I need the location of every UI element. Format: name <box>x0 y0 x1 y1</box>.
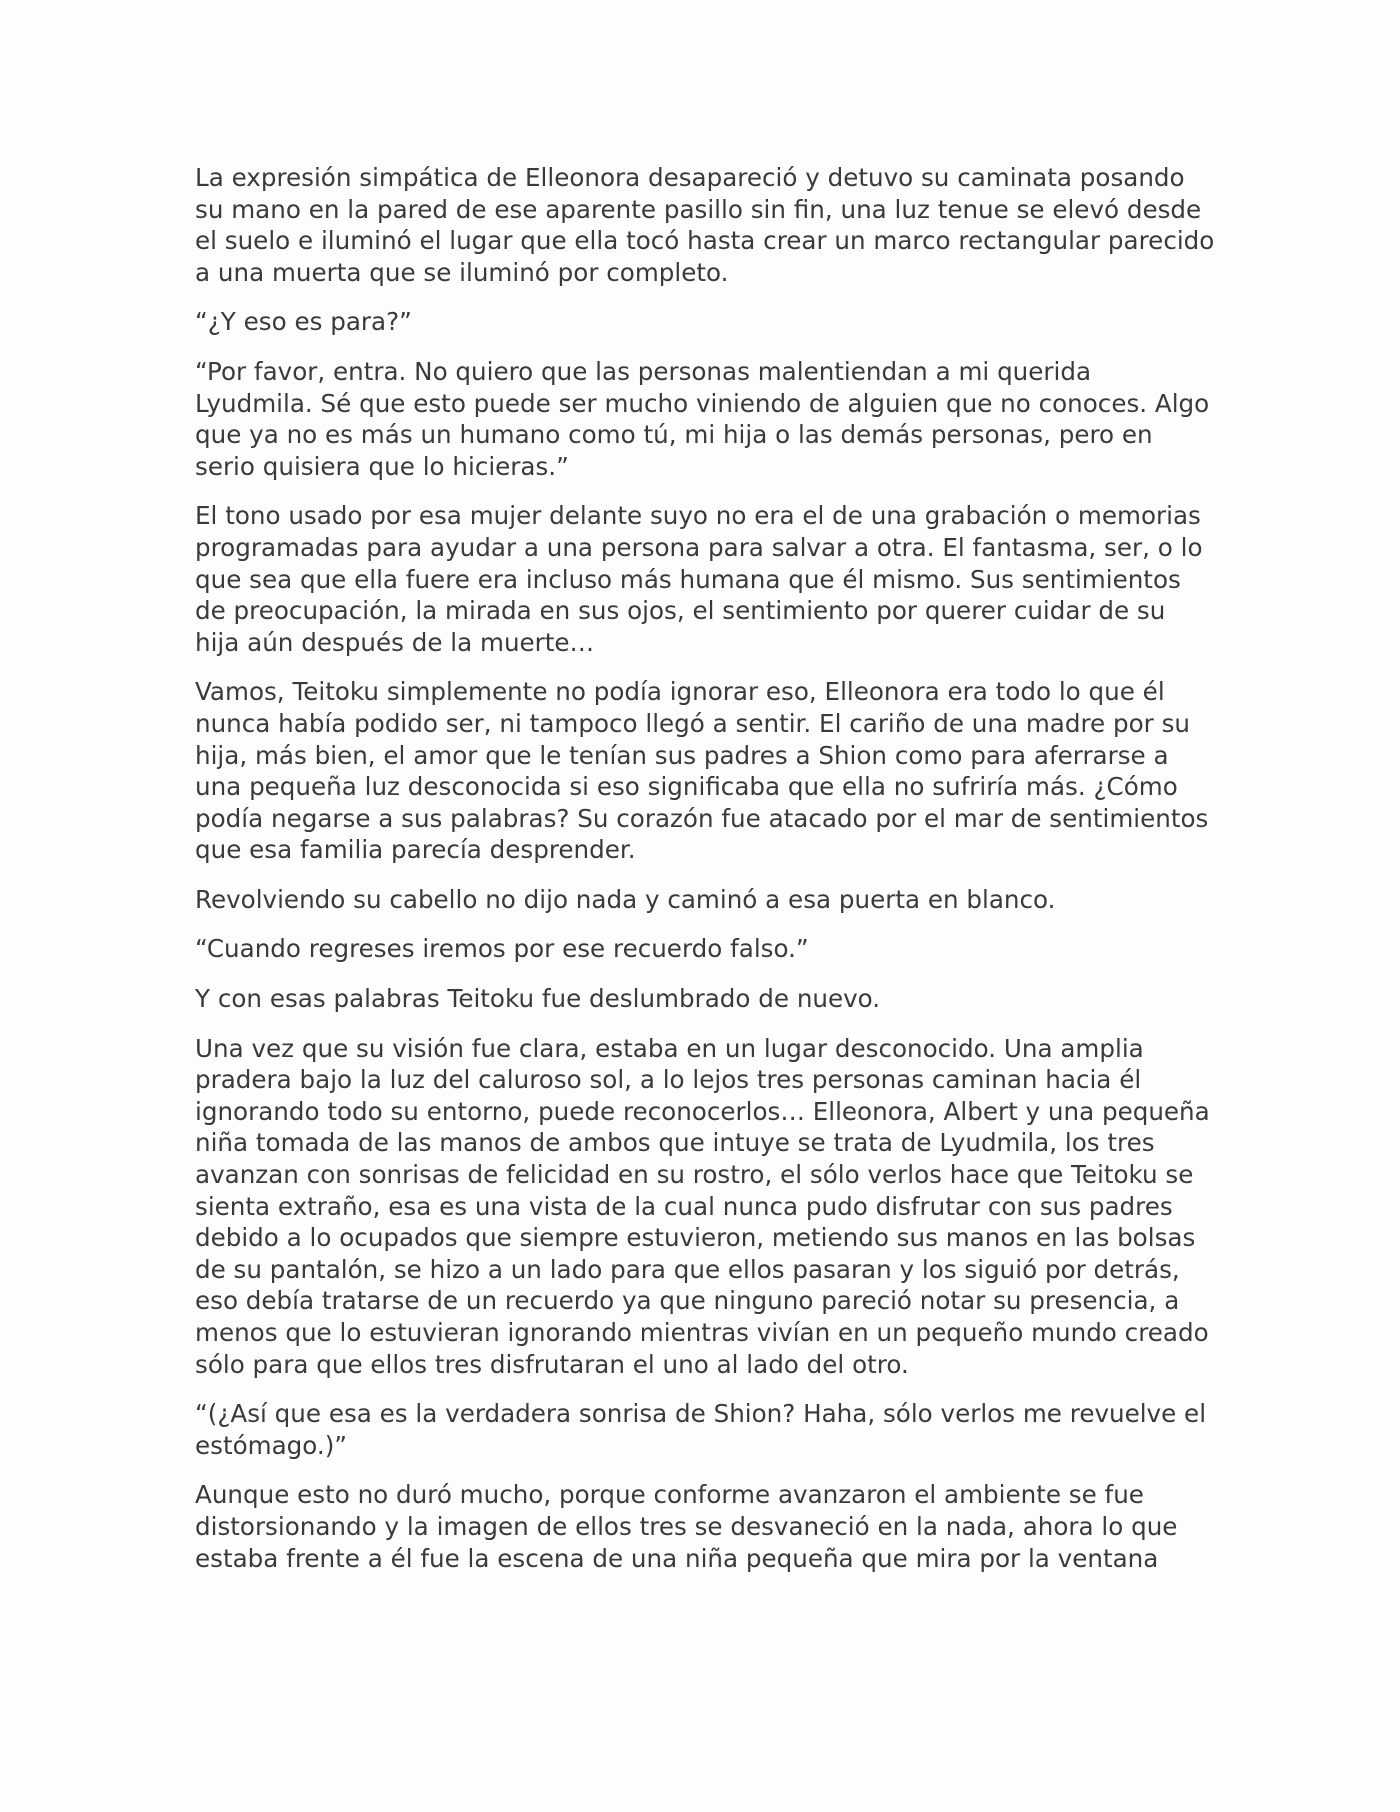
paragraph-11: Aunque esto no duró mucho, porque conforme avanzaron el ambiente se fue distorsionando y la imagen de ellos tres se desvaneció en la nada, ahora lo que estaba frente a él fue la escena de una niña pequeña que mira por la ventana <box>195 1480 1178 1573</box>
paragraph-7: “Cuando regreses iremos por ese recuerdo falso.” <box>195 934 809 964</box>
paragraph-6: Revolviendo su cabello no dijo nada y caminó a esa puerta en blanco. <box>195 884 1056 914</box>
paragraph-5: Vamos, Teitoku simplemente no podía ignorar eso, Elleonora era todo lo que él nunca había podido ser, ni tampoco llegó a sentir. El cariño de una madre por su hija, más bien, el amor que le tenían sus padres a Shion como para aferrarse a una pequeña luz desconocida si eso significaba que ella no sufriría más. ¿Cómo podía negarse a sus palabras? Su corazón fue atacado por el mar de sentimientos que esa familia parecía desprender. <box>195 677 1209 865</box>
paragraph-4: El tono usado por esa mujer delante suyo no era el de una grabación o memorias programadas para ayudar a una persona para salvar a otra. El fantasma, ser, o lo que sea que ella fuere era incluso más humana que él mismo. Sus sentimientos de preocupación, la mirada en sus ojos, el sentimiento por querer cuidar de su hija aún después de la muerte… <box>195 501 1203 657</box>
paragraph-2: “¿Y eso es para?” <box>195 307 412 337</box>
paragraph-1: La expresión simpática de Elleonora desapareció y detuvo su caminata posando su mano en la pared de ese aparente pasillo sin fin, una luz tenue se elevó desde el suelo e iluminó el lugar que ella tocó hasta crear un marco rectangular parecido a una muerta que se iluminó por completo. <box>195 163 1215 287</box>
paragraph-8: Y con esas palabras Teitoku fue deslumbrado de nuevo. <box>195 984 881 1014</box>
document-body <box>195 162 1215 1592</box>
paragraph-9: Una vez que su visión fue clara, estaba en un lugar desconocido. Una amplia pradera bajo la luz del caluroso sol, a lo lejos tres personas caminan hacia él ignorando todo su entorno, puede reconocerlos… Elleonora, Albert y una pequeña niña tomada de las manos de ambos que intuye se trata de Lyudmila, los tres avanzan con sonrisas de felicidad en su rostro, el sólo verlos hace que Teitoku se sienta extraño, esa es una vista de la cual nunca pudo disfrutar con sus padres debido a lo ocupados que siempre estuvieron, metiendo sus manos en las bolsas de su pantalón, se hizo a un lado para que ellos pasaran y los siguió por detrás, eso debía tratarse de un recuerdo ya que ninguno pareció notar su presencia, a menos que lo estuvieran ignorando mientras vivían en un pequeño mundo creado sólo para que ellos tres disfrutaran el uno al lado del otro. <box>195 1033 1210 1379</box>
paragraph-10: “(¿Así que esa es la verdadera sonrisa de Shion? Haha, sólo verlos me revuelve el estómago.)” <box>195 1399 1207 1460</box>
paragraph-3: “Por favor, entra. No quiero que las personas malentiendan a mi querida Lyudmila. Sé que esto puede ser mucho viniendo de alguien que no conoces. Algo que ya no es más un humano como tú, mi hija o las demás personas, pero en serio quisiera que lo hicieras.” <box>195 356 1210 481</box>
